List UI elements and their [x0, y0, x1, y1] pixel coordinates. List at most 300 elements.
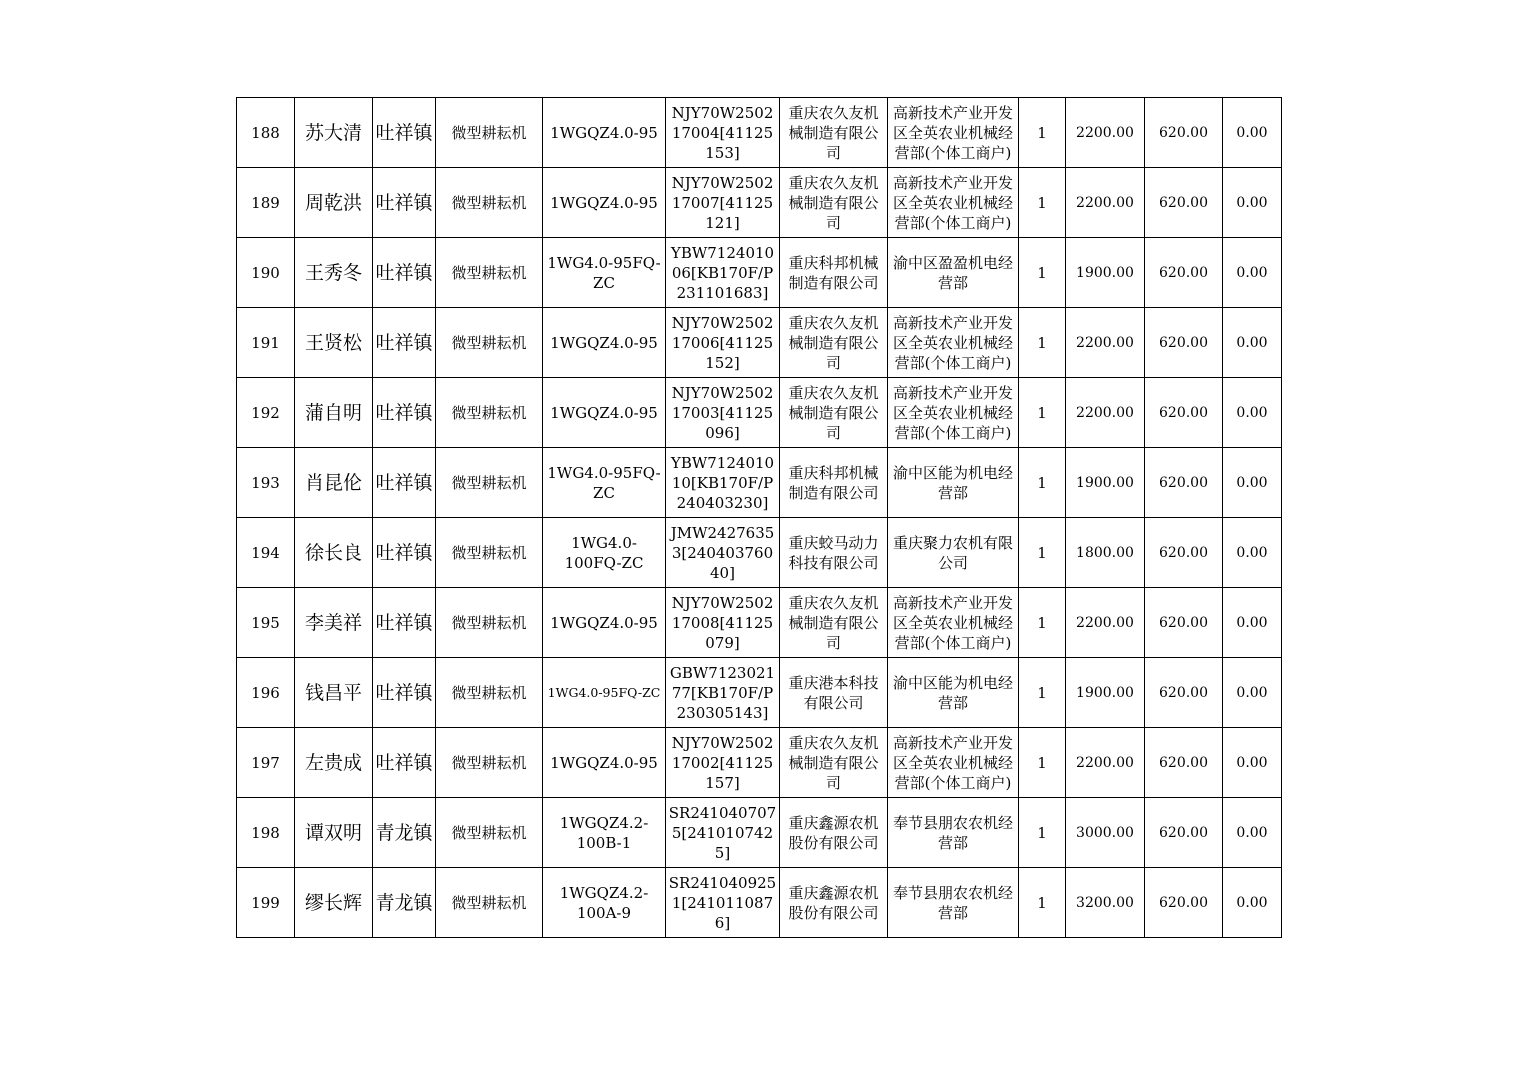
seq-cell-text: 196	[251, 683, 280, 702]
machine-type-cell	[436, 98, 543, 168]
price-cell	[1066, 448, 1145, 518]
extra-amount-cell	[1223, 588, 1282, 658]
machine-type-cell	[436, 658, 543, 728]
quantity-cell	[1019, 728, 1066, 798]
quantity-cell-text: 1	[1037, 403, 1047, 422]
name-cell-text: 缪长辉	[304, 891, 362, 914]
model-cell-text: 1WGQZ4.0-95	[550, 613, 658, 632]
extra-amount-cell-text: 0.00	[1236, 124, 1268, 141]
subsidy-cell-text: 620.00	[1159, 824, 1208, 841]
price-cell	[1066, 588, 1145, 658]
price-cell	[1066, 98, 1145, 168]
price-cell-text: 1800.00	[1076, 544, 1134, 561]
model-cell-text: 1WGQZ4.0-95	[550, 333, 658, 352]
quantity-cell-text: 1	[1037, 823, 1047, 842]
subsidy-cell-text: 620.00	[1159, 754, 1208, 771]
machine-type-cell	[436, 588, 543, 658]
machine-type-cell	[436, 448, 543, 518]
quantity-cell-text: 1	[1037, 263, 1047, 282]
subsidy-cell	[1145, 868, 1223, 938]
table-row	[237, 308, 1282, 378]
manufacturer-cell-text: 重庆农久友机械制造有限公司	[788, 313, 879, 372]
serial-code-cell-text: SR2410409251[2410110876]	[668, 873, 777, 932]
subsidy-cell-text: 620.00	[1159, 124, 1208, 141]
manufacturer-cell	[780, 448, 888, 518]
model-cell	[543, 588, 666, 658]
town-cell	[373, 658, 436, 728]
seq-cell	[237, 238, 295, 308]
quantity-cell	[1019, 378, 1066, 448]
dealer-cell-text: 渝中区盈盈机电经营部	[892, 253, 1013, 292]
machine-type-cell-text: 微型耕耘机	[451, 333, 527, 352]
dealer-cell	[888, 98, 1019, 168]
dealer-cell-text: 重庆聚力农机有限公司	[892, 533, 1013, 572]
manufacturer-cell-text: 重庆农久友机械制造有限公司	[788, 103, 879, 162]
price-cell-text: 2200.00	[1076, 404, 1134, 421]
dealer-cell-text: 高新技术产业开发区全英农业机械经营部(个体工商户)	[892, 733, 1013, 792]
town-cell	[373, 518, 436, 588]
name-cell-text: 蒲自明	[304, 401, 362, 424]
manufacturer-cell	[780, 798, 888, 868]
manufacturer-cell-text: 重庆农久友机械制造有限公司	[788, 383, 879, 442]
manufacturer-cell-text: 重庆蛟马动力科技有限公司	[788, 533, 879, 572]
model-cell-text: 1WGQZ4.2-100B-1	[559, 813, 649, 852]
price-cell-text: 2200.00	[1076, 124, 1134, 141]
table-row	[237, 868, 1282, 938]
model-cell-text: 1WG4.0-95FQ-ZC	[547, 253, 661, 292]
model-cell-text: 1WG4.0-95FQ-ZC	[547, 463, 661, 502]
manufacturer-cell	[780, 98, 888, 168]
subsidy-cell	[1145, 378, 1223, 448]
manufacturer-cell-text: 重庆农久友机械制造有限公司	[788, 733, 879, 792]
serial-code-cell-text: NJY70W250217008[41125079]	[671, 593, 774, 652]
machine-type-cell-text: 微型耕耘机	[451, 403, 527, 422]
serial-code-cell	[666, 868, 780, 938]
name-cell	[295, 798, 373, 868]
name-cell-text: 周乾洪	[304, 191, 362, 214]
subsidy-cell	[1145, 448, 1223, 518]
model-cell	[543, 518, 666, 588]
extra-amount-cell-text: 0.00	[1236, 754, 1268, 771]
manufacturer-cell-text: 重庆农久友机械制造有限公司	[788, 593, 879, 652]
extra-amount-cell	[1223, 658, 1282, 728]
seq-cell	[237, 588, 295, 658]
name-cell	[295, 378, 373, 448]
subsidy-cell-text: 620.00	[1159, 334, 1208, 351]
name-cell	[295, 658, 373, 728]
model-cell-text: 1WGQZ4.2-100A-9	[559, 883, 649, 922]
price-cell	[1066, 378, 1145, 448]
serial-code-cell-text: NJY70W250217006[41125152]	[671, 313, 774, 372]
name-cell-text: 谭双明	[304, 821, 362, 844]
seq-cell	[237, 308, 295, 378]
price-cell-text: 1900.00	[1076, 264, 1134, 281]
manufacturer-cell	[780, 168, 888, 238]
name-cell	[295, 868, 373, 938]
table-row	[237, 658, 1282, 728]
extra-amount-cell-text: 0.00	[1236, 544, 1268, 561]
name-cell-text: 李美祥	[304, 611, 362, 634]
town-cell-text: 吐祥镇	[375, 401, 433, 424]
serial-code-cell-text: YBW712401010[KB170F/P240403230]	[670, 453, 775, 512]
quantity-cell-text: 1	[1037, 333, 1047, 352]
table-row	[237, 518, 1282, 588]
quantity-cell-text: 1	[1037, 123, 1047, 142]
model-cell-text: 1WGQZ4.0-95	[550, 403, 658, 422]
machine-type-cell-text: 微型耕耘机	[451, 123, 527, 142]
name-cell	[295, 238, 373, 308]
extra-amount-cell-text: 0.00	[1236, 684, 1268, 701]
subsidy-cell-text: 620.00	[1159, 614, 1208, 631]
seq-cell-text: 194	[251, 543, 280, 562]
seq-cell-text: 191	[251, 333, 280, 352]
model-cell	[543, 728, 666, 798]
quantity-cell	[1019, 658, 1066, 728]
subsidy-cell	[1145, 98, 1223, 168]
name-cell-text: 左贵成	[304, 751, 362, 774]
manufacturer-cell-text: 重庆科邦机械制造有限公司	[788, 463, 879, 502]
dealer-cell-text: 高新技术产业开发区全英农业机械经营部(个体工商户)	[892, 383, 1013, 442]
serial-code-cell	[666, 448, 780, 518]
machine-type-cell	[436, 238, 543, 308]
extra-amount-cell	[1223, 868, 1282, 938]
quantity-cell	[1019, 168, 1066, 238]
dealer-cell	[888, 658, 1019, 728]
town-cell-text: 吐祥镇	[375, 751, 433, 774]
manufacturer-cell-text: 重庆鑫源农机股份有限公司	[788, 883, 879, 922]
seq-cell	[237, 518, 295, 588]
dealer-cell-text: 奉节县朋农农机经营部	[892, 813, 1013, 852]
price-cell-text: 2200.00	[1076, 334, 1134, 351]
seq-cell	[237, 798, 295, 868]
serial-code-cell	[666, 518, 780, 588]
name-cell-text: 王贤松	[304, 331, 362, 354]
quantity-cell-text: 1	[1037, 193, 1047, 212]
name-cell-text: 徐长良	[304, 541, 362, 564]
quantity-cell-text: 1	[1037, 543, 1047, 562]
quantity-cell-text: 1	[1037, 473, 1047, 492]
subsidy-cell	[1145, 308, 1223, 378]
name-cell-text: 苏大清	[304, 121, 362, 144]
town-cell-text: 吐祥镇	[375, 541, 433, 564]
serial-code-cell	[666, 168, 780, 238]
quantity-cell-text: 1	[1037, 683, 1047, 702]
model-cell	[543, 658, 666, 728]
seq-cell	[237, 168, 295, 238]
quantity-cell	[1019, 308, 1066, 378]
name-cell	[295, 588, 373, 658]
serial-code-cell	[666, 728, 780, 798]
serial-code-cell-text: NJY70W250217004[41125153]	[671, 103, 774, 162]
town-cell	[373, 448, 436, 518]
dealer-cell	[888, 588, 1019, 658]
dealer-cell-text: 高新技术产业开发区全英农业机械经营部(个体工商户)	[892, 173, 1013, 232]
subsidy-cell	[1145, 588, 1223, 658]
name-cell	[295, 168, 373, 238]
seq-cell-text: 188	[251, 123, 280, 142]
model-cell	[543, 308, 666, 378]
name-cell	[295, 518, 373, 588]
serial-code-cell	[666, 238, 780, 308]
price-cell	[1066, 308, 1145, 378]
town-cell	[373, 308, 436, 378]
machine-type-cell	[436, 798, 543, 868]
extra-amount-cell	[1223, 168, 1282, 238]
extra-amount-cell-text: 0.00	[1236, 474, 1268, 491]
machine-type-cell-text: 微型耕耘机	[451, 683, 527, 702]
model-cell-text: 1WGQZ4.0-95	[550, 123, 658, 142]
dealer-cell-text: 渝中区能为机电经营部	[892, 673, 1013, 712]
town-cell-text: 吐祥镇	[375, 191, 433, 214]
extra-amount-cell	[1223, 238, 1282, 308]
name-cell	[295, 728, 373, 798]
quantity-cell	[1019, 588, 1066, 658]
town-cell	[373, 378, 436, 448]
machine-type-cell	[436, 308, 543, 378]
subsidy-cell	[1145, 658, 1223, 728]
price-cell-text: 3200.00	[1076, 894, 1134, 911]
town-cell	[373, 168, 436, 238]
manufacturer-cell-text: 重庆科邦机械制造有限公司	[788, 253, 879, 292]
dealer-cell	[888, 798, 1019, 868]
dealer-cell	[888, 868, 1019, 938]
town-cell-text: 青龙镇	[375, 821, 433, 844]
manufacturer-cell	[780, 378, 888, 448]
extra-amount-cell	[1223, 518, 1282, 588]
extra-amount-cell-text: 0.00	[1236, 334, 1268, 351]
seq-cell-text: 199	[251, 893, 280, 912]
manufacturer-cell	[780, 588, 888, 658]
price-cell-text: 2200.00	[1076, 614, 1134, 631]
name-cell	[295, 308, 373, 378]
table-row	[237, 448, 1282, 518]
serial-code-cell	[666, 308, 780, 378]
table-row	[237, 168, 1282, 238]
subsidy-cell	[1145, 798, 1223, 868]
seq-cell-text: 190	[251, 263, 280, 282]
subsidy-cell-text: 620.00	[1159, 544, 1208, 561]
model-cell-text: 1WGQZ4.0-95	[550, 193, 658, 212]
serial-code-cell	[666, 658, 780, 728]
seq-cell-text: 198	[251, 823, 280, 842]
machine-type-cell-text: 微型耕耘机	[451, 543, 527, 562]
dealer-cell-text: 高新技术产业开发区全英农业机械经营部(个体工商户)	[892, 313, 1013, 372]
quantity-cell	[1019, 868, 1066, 938]
quantity-cell	[1019, 238, 1066, 308]
machine-type-cell-text: 微型耕耘机	[451, 473, 527, 492]
seq-cell	[237, 378, 295, 448]
extra-amount-cell-text: 0.00	[1236, 894, 1268, 911]
subsidy-table	[236, 97, 1282, 938]
table-row	[237, 98, 1282, 168]
table-row	[237, 588, 1282, 658]
price-cell	[1066, 518, 1145, 588]
name-cell	[295, 98, 373, 168]
model-cell	[543, 168, 666, 238]
model-cell	[543, 448, 666, 518]
price-cell	[1066, 868, 1145, 938]
dealer-cell	[888, 308, 1019, 378]
town-cell	[373, 98, 436, 168]
extra-amount-cell-text: 0.00	[1236, 404, 1268, 421]
model-cell	[543, 378, 666, 448]
extra-amount-cell-text: 0.00	[1236, 264, 1268, 281]
seq-cell-text: 195	[251, 613, 280, 632]
name-cell-text: 肖昆伦	[304, 471, 362, 494]
town-cell	[373, 588, 436, 658]
dealer-cell-text: 渝中区能为机电经营部	[892, 463, 1013, 502]
manufacturer-cell-text: 重庆港本科技有限公司	[788, 673, 879, 712]
price-cell	[1066, 798, 1145, 868]
serial-code-cell-text: YBW712401006[KB170F/P231101683]	[670, 243, 775, 302]
dealer-cell	[888, 168, 1019, 238]
machine-type-cell	[436, 168, 543, 238]
table-row	[237, 378, 1282, 448]
town-cell-text: 吐祥镇	[375, 331, 433, 354]
name-cell	[295, 448, 373, 518]
model-cell	[543, 868, 666, 938]
serial-code-cell-text: GBW712302177[KB170F/P230305143]	[669, 663, 776, 722]
quantity-cell	[1019, 798, 1066, 868]
dealer-cell	[888, 728, 1019, 798]
price-cell-text: 1900.00	[1076, 474, 1134, 491]
price-cell	[1066, 238, 1145, 308]
quantity-cell	[1019, 518, 1066, 588]
seq-cell	[237, 728, 295, 798]
manufacturer-cell	[780, 868, 888, 938]
seq-cell	[237, 448, 295, 518]
manufacturer-cell	[780, 238, 888, 308]
quantity-cell-text: 1	[1037, 613, 1047, 632]
model-cell	[543, 98, 666, 168]
extra-amount-cell	[1223, 98, 1282, 168]
subsidy-cell-text: 620.00	[1159, 894, 1208, 911]
town-cell-text: 吐祥镇	[375, 471, 433, 494]
extra-amount-cell	[1223, 378, 1282, 448]
town-cell-text: 吐祥镇	[375, 121, 433, 144]
seq-cell-text: 192	[251, 403, 280, 422]
price-cell	[1066, 658, 1145, 728]
serial-code-cell-text: JMW24276353[24040376040]	[670, 523, 775, 582]
seq-cell-text: 197	[251, 753, 280, 772]
seq-cell	[237, 98, 295, 168]
extra-amount-cell-text: 0.00	[1236, 614, 1268, 631]
seq-cell-text: 193	[251, 473, 280, 492]
extra-amount-cell	[1223, 728, 1282, 798]
price-cell	[1066, 168, 1145, 238]
manufacturer-cell	[780, 308, 888, 378]
town-cell-text: 吐祥镇	[375, 681, 433, 704]
subsidy-cell-text: 620.00	[1159, 474, 1208, 491]
machine-type-cell	[436, 378, 543, 448]
subsidy-cell	[1145, 728, 1223, 798]
machine-type-cell	[436, 518, 543, 588]
subsidy-cell-text: 620.00	[1159, 404, 1208, 421]
subsidy-cell-text: 620.00	[1159, 684, 1208, 701]
manufacturer-cell-text: 重庆农久友机械制造有限公司	[788, 173, 879, 232]
serial-code-cell	[666, 378, 780, 448]
dealer-cell-text: 高新技术产业开发区全英农业机械经营部(个体工商户)	[892, 103, 1013, 162]
town-cell	[373, 238, 436, 308]
serial-code-cell	[666, 798, 780, 868]
subsidy-cell	[1145, 518, 1223, 588]
town-cell-text: 吐祥镇	[375, 261, 433, 284]
quantity-cell	[1019, 448, 1066, 518]
machine-type-cell-text: 微型耕耘机	[451, 823, 527, 842]
extra-amount-cell	[1223, 798, 1282, 868]
seq-cell-text: 189	[251, 193, 280, 212]
serial-code-cell-text: NJY70W250217003[41125096]	[671, 383, 774, 442]
price-cell-text: 2200.00	[1076, 754, 1134, 771]
dealer-cell-text: 高新技术产业开发区全英农业机械经营部(个体工商户)	[892, 593, 1013, 652]
model-cell-text: 1WGQZ4.0-95	[550, 753, 658, 772]
extra-amount-cell-text: 0.00	[1236, 824, 1268, 841]
subsidy-cell-text: 620.00	[1159, 264, 1208, 281]
model-cell	[543, 238, 666, 308]
town-cell	[373, 798, 436, 868]
price-cell-text: 2200.00	[1076, 194, 1134, 211]
town-cell	[373, 868, 436, 938]
model-cell	[543, 798, 666, 868]
machine-type-cell-text: 微型耕耘机	[451, 753, 527, 772]
model-cell-text: 1WG4.0-95FQ-ZC	[547, 684, 661, 700]
extra-amount-cell	[1223, 448, 1282, 518]
name-cell-text: 王秀冬	[304, 261, 362, 284]
model-cell-text: 1WG4.0-100FQ-ZC	[564, 533, 644, 572]
subsidy-cell	[1145, 168, 1223, 238]
seq-cell	[237, 658, 295, 728]
table-row	[237, 238, 1282, 308]
table-row	[237, 798, 1282, 868]
machine-type-cell-text: 微型耕耘机	[451, 893, 527, 912]
price-cell-text: 3000.00	[1076, 824, 1134, 841]
machine-type-cell	[436, 868, 543, 938]
price-cell-text: 1900.00	[1076, 684, 1134, 701]
dealer-cell	[888, 518, 1019, 588]
extra-amount-cell-text: 0.00	[1236, 194, 1268, 211]
price-cell	[1066, 728, 1145, 798]
serial-code-cell	[666, 588, 780, 658]
manufacturer-cell	[780, 728, 888, 798]
machine-type-cell-text: 微型耕耘机	[451, 613, 527, 632]
table-row	[237, 728, 1282, 798]
manufacturer-cell-text: 重庆鑫源农机股份有限公司	[788, 813, 879, 852]
dealer-cell-text: 奉节县朋农农机经营部	[892, 883, 1013, 922]
serial-code-cell-text: SR2410407075[2410107425]	[668, 803, 777, 862]
serial-code-cell	[666, 98, 780, 168]
quantity-cell-text: 1	[1037, 893, 1047, 912]
subsidy-cell	[1145, 238, 1223, 308]
machine-type-cell-text: 微型耕耘机	[451, 263, 527, 282]
town-cell	[373, 728, 436, 798]
subsidy-cell-text: 620.00	[1159, 194, 1208, 211]
town-cell-text: 青龙镇	[375, 891, 433, 914]
quantity-cell-text: 1	[1037, 753, 1047, 772]
name-cell-text: 钱昌平	[304, 681, 362, 704]
dealer-cell	[888, 448, 1019, 518]
manufacturer-cell	[780, 518, 888, 588]
quantity-cell	[1019, 98, 1066, 168]
dealer-cell	[888, 378, 1019, 448]
extra-amount-cell	[1223, 308, 1282, 378]
machine-type-cell-text: 微型耕耘机	[451, 193, 527, 212]
serial-code-cell-text: NJY70W250217007[41125121]	[671, 173, 774, 232]
machine-type-cell	[436, 728, 543, 798]
town-cell-text: 吐祥镇	[375, 611, 433, 634]
table-body	[237, 98, 1282, 938]
manufacturer-cell	[780, 658, 888, 728]
seq-cell	[237, 868, 295, 938]
